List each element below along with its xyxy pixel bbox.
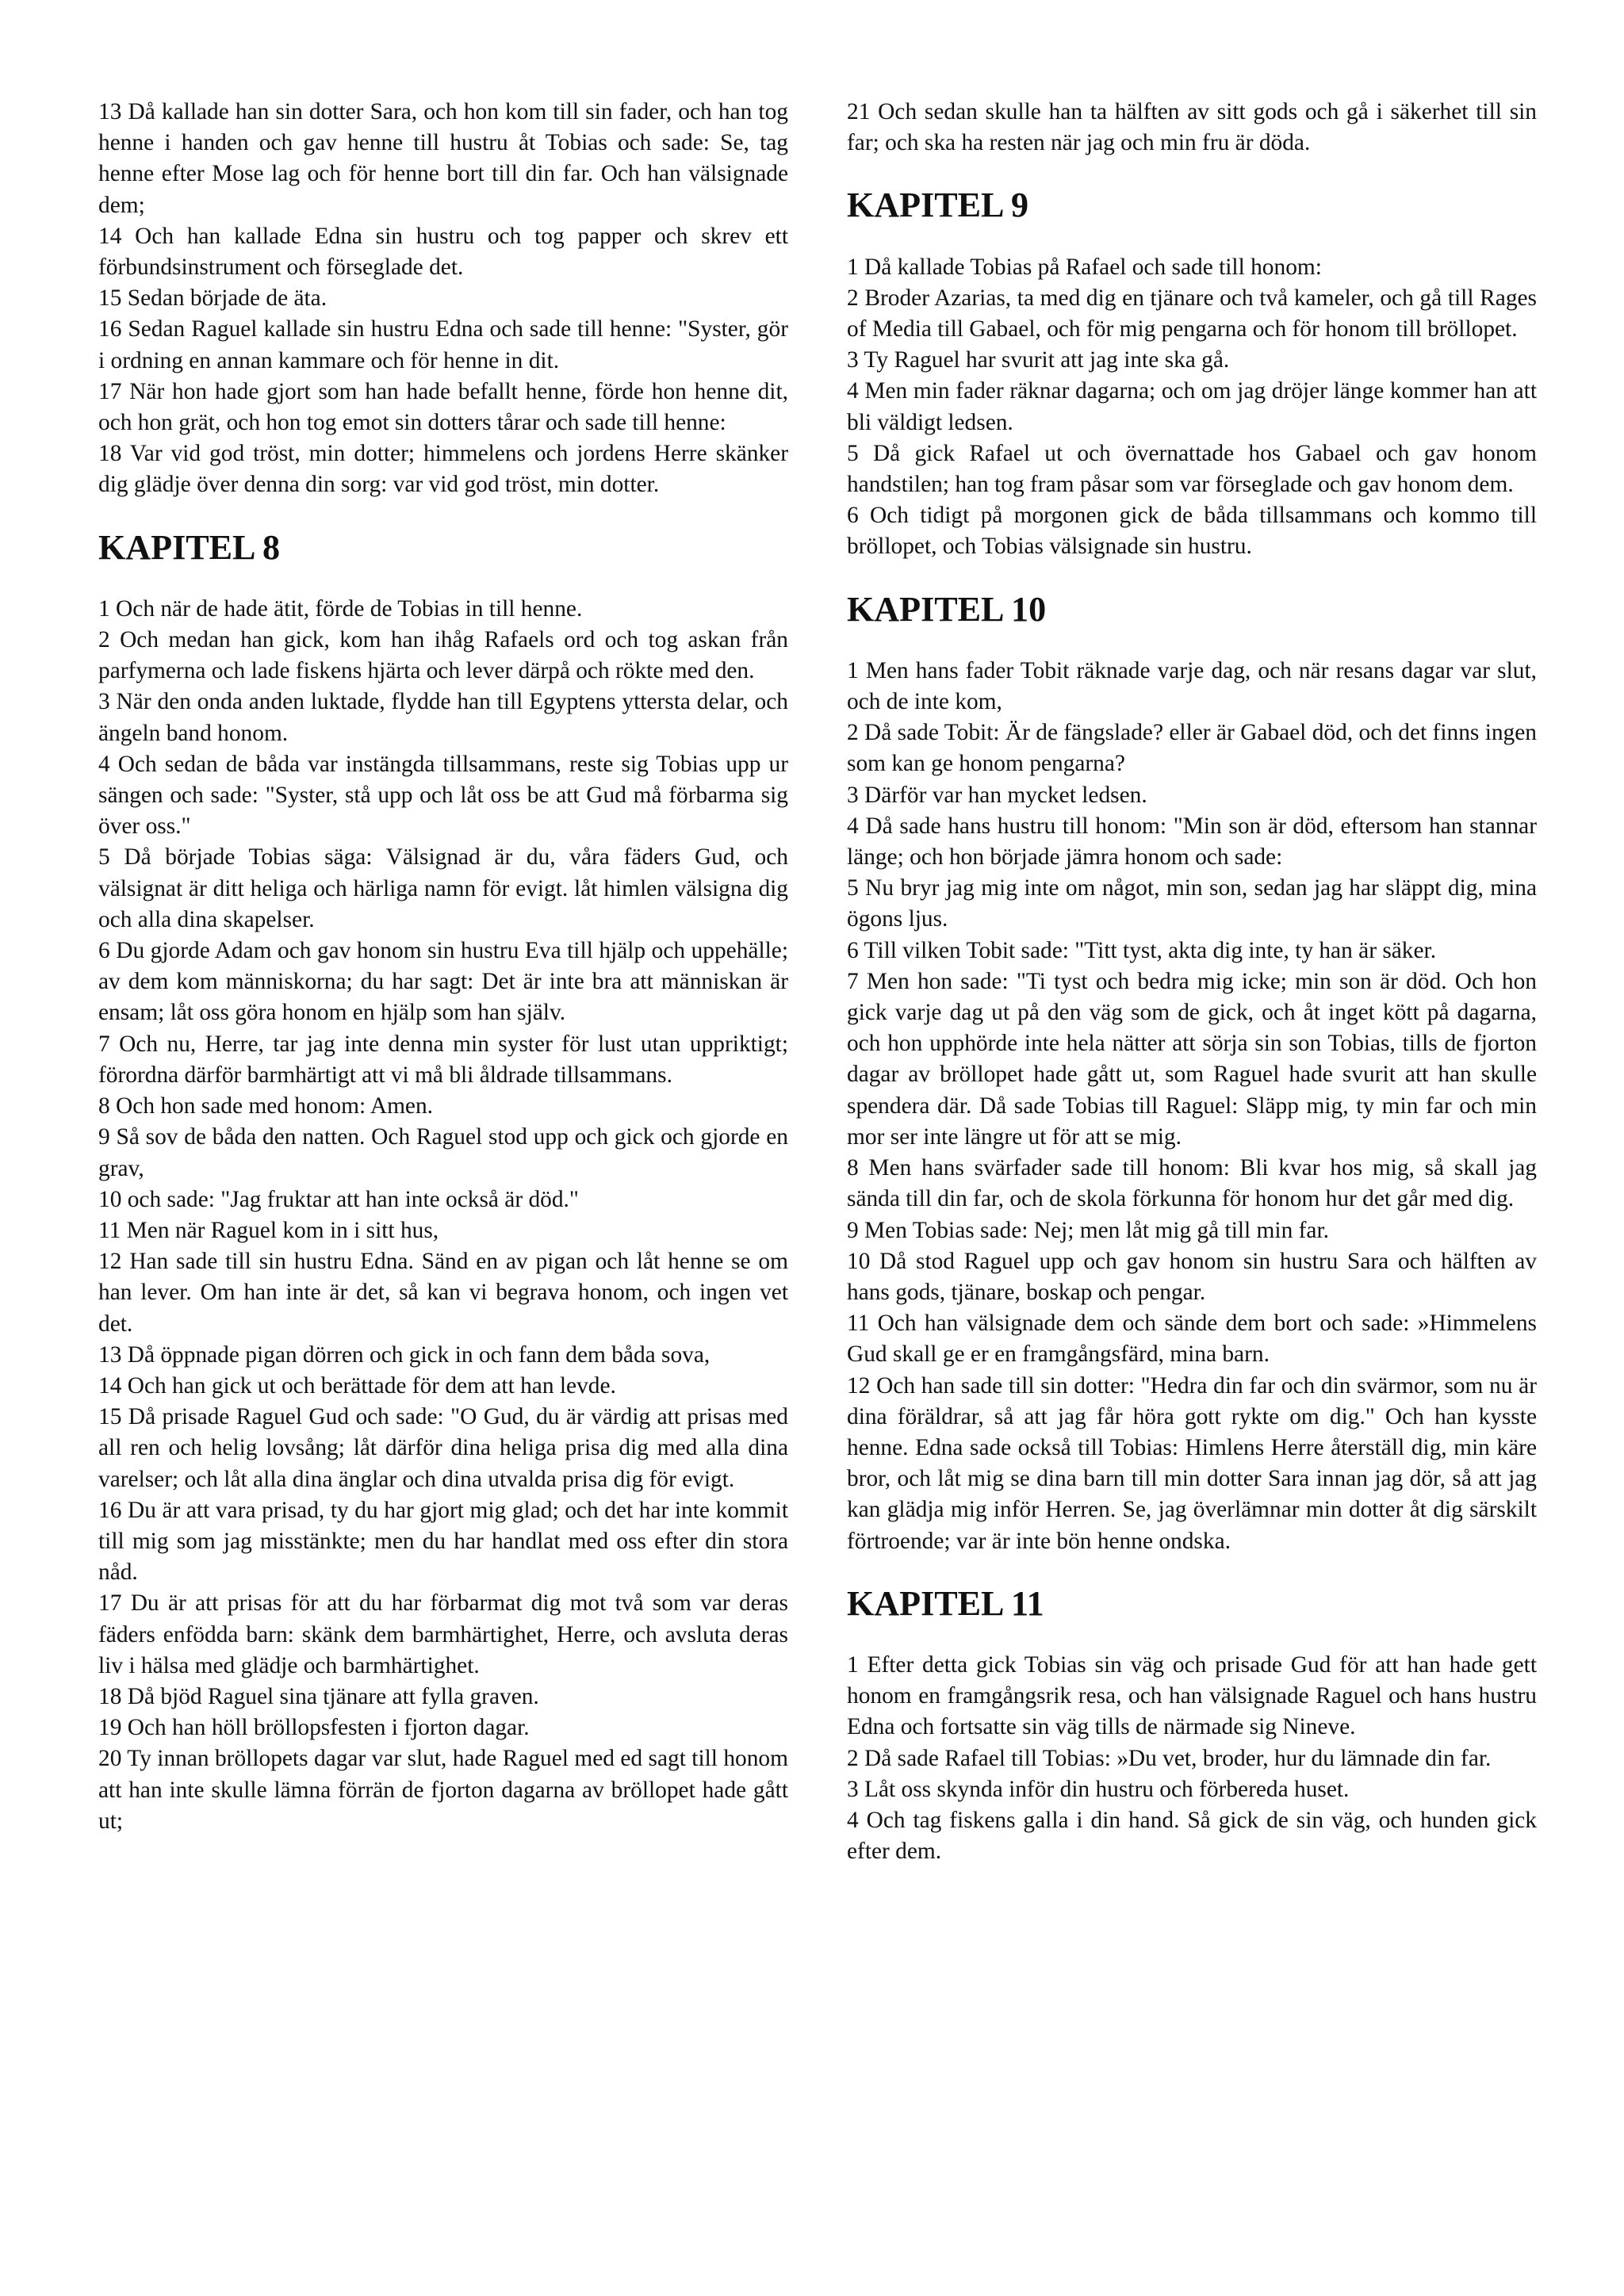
verse-paragraph: 16 Sedan Raguel kallade sin hustru Edna och sade till henne: "Syster, gör i ordning en annan kammare och för henne in dit.: [98, 316, 788, 373]
chapter-heading: KAPITEL 11: [847, 1583, 1044, 1623]
verse-paragraph: 18 Då bjöd Raguel sina tjänare att fylla graven.: [98, 1683, 539, 1709]
verse-paragraph: 11 Men när Raguel kom in i sitt hus,: [98, 1217, 439, 1243]
verse-paragraph: 9 Så sov de båda den natten. Och Raguel stod upp och gick och gjorde en grav,: [98, 1124, 788, 1181]
verse-paragraph: 21 Och sedan skulle han ta hälften av sitt gods och gå i säkerhet till sin far; och ska ha resten när jag och min fru är döda.: [847, 99, 1537, 156]
verse-paragraph: 11 Och han välsignade dem och sände dem bort och sade: »Himmelens Gud skall ge er en framgångsfärd, mina barn.: [847, 1311, 1537, 1368]
verse-paragraph: 6 Till vilken Tobit sade: "Titt tyst, akta dig inte, ty han är säker.: [847, 937, 1437, 963]
verse-paragraph: 3 Ty Raguel har svurit att jag inte ska gå.: [847, 347, 1230, 373]
chapter-heading: KAPITEL 10: [847, 589, 1047, 629]
verse-paragraph: 14 Och han kallade Edna sin hustru och tog papper och skrev ett förbundsinstrument och förseglade det.: [98, 223, 788, 281]
verse-paragraph: 5 Då gick Rafael ut och övernattade hos Gabael och gav honom handstilen; han tog fram påsar som var förseglade och gav honom dem.: [847, 440, 1537, 498]
verse-paragraph: 2 Då sade Rafael till Tobias: »Du vet, broder, hur du lämnade din far.: [847, 1745, 1492, 1771]
verse-paragraph: 4 Och tag fiskens galla i din hand. Så gick de sin väg, och hunden gick efter dem.: [847, 1807, 1537, 1865]
verse-paragraph: 2 Broder Azarias, ta med dig en tjänare och två kameler, och gå till Rages of Media till Gabael, och för mig pengarna och för honom till bröllopet.: [847, 285, 1537, 342]
verse-paragraph: 6 Och tidigt på morgonen gick de båda tillsammans och kommo till bröllopet, och Tobias välsignade sin hustru.: [847, 503, 1537, 560]
chapter-heading: KAPITEL 8: [98, 527, 281, 567]
verse-paragraph: 1 Och när de hade ätit, förde de Tobias in till henne.: [98, 595, 583, 622]
verse-paragraph: 6 Du gjorde Adam och gav honom sin hustru Eva till hjälp och uppehälle; av dem kom människorna; du har sagt: Det är inte bra att människan är ensam; låt oss göra honom en hjälp som han själv.: [98, 938, 788, 1026]
verse-paragraph: 12 Och han sade till sin dotter: "Hedra din far och din svärmor, som nu är dina föräldrar, så att jag får höra gott rykte om dig." Och han kysste henne. Edna sade också till Tobias: Himlens Herre återställ dig, min käre bror, och låt mig se dina barn till min dotter Sara innan jag dör, så att jag kan glädja mig inför Herren. Se, jag överlämnar min dotter åt dig särskilt förtroende; var är inte bön henne ondska.: [847, 1372, 1537, 1554]
verse-paragraph: 9 Men Tobias sade: Nej; men låt mig gå till min far.: [847, 1217, 1329, 1243]
verse-paragraph: 10 och sade: "Jag fruktar att han inte också är död.": [98, 1186, 579, 1212]
verse-paragraph: 3 Därför var han mycket ledsen.: [847, 782, 1147, 808]
verse-paragraph: 10 Då stod Raguel upp och gav honom sin hustru Sara och hälften av hans gods, tjänare, boskap och pengar.: [847, 1248, 1537, 1305]
verse-paragraph: 8 Och hon sade med honom: Amen.: [98, 1093, 434, 1119]
verse-paragraph: 17 Du är att prisas för att du har förbarmat dig mot två som var deras fäders enfödda barn: skänk dem barmhärtighet, Herre, och avsluta deras liv i hälsa med glädje och barmhärtighet.: [98, 1590, 788, 1678]
verse-paragraph: 1 Efter detta gick Tobias sin väg och prisade Gud för att han hade gett honom en framgångsrik resa, och han välsignade Raguel och hans hustru Edna och fortsatte sin väg tills de närmade sig Nineve.: [847, 1651, 1537, 1740]
verse-paragraph: 15 Sedan började de äta.: [98, 285, 327, 312]
verse-paragraph: 2 Och medan han gick, kom han ihåg Rafaels ord och tog askan från parfymerna och lade fiskens hjärta och lever därpå och rökte med den.: [98, 627, 788, 684]
verse-paragraph: 7 Och nu, Herre, tar jag inte denna min syster för lust utan uppriktigt; förordna därför barmhärtigt att vi må bli åldrade tillsammans.: [98, 1031, 788, 1088]
verse-paragraph: 5 Då började Tobias säga: Välsignad är du, våra fäders Gud, och välsignat är ditt heliga och härliga namn för evigt. låt himlen välsigna dig och alla dina skapelser.: [98, 844, 788, 932]
verse-paragraph: 18 Var vid god tröst, min dotter; himmelens och jordens Herre skänker dig glädje över denna din sorg: var vid god tröst, min dotter.: [98, 441, 788, 498]
verse-paragraph: 19 Och han höll bröllopsfesten i fjorton dagar.: [98, 1715, 530, 1741]
verse-paragraph: 1 Då kallade Tobias på Rafael och sade till honom:: [847, 254, 1322, 280]
verse-paragraph: 8 Men hans svärfader sade till honom: Bli kvar hos mig, så skall jag sända till din far, och de skola förkunna för honom hur det går med dig.: [847, 1155, 1537, 1212]
verse-paragraph: 16 Du är att vara prisad, ty du har gjort mig glad; och det har inte kommit till mig som jag misstänkte; men du har handlat med oss efter din stora nåd.: [98, 1497, 788, 1586]
verse-paragraph: 12 Han sade till sin hustru Edna. Sänd en av pigan och låt henne se om han lever. Om han inte är det, så kan vi begrava honom, och ingen vet det.: [98, 1249, 788, 1337]
verse-paragraph: 4 Men min fader räknar dagarna; och om jag dröjer länge kommer han att bli väldigt ledsen.: [847, 378, 1537, 435]
verse-paragraph: 13 Då öppnade pigan dörren och gick in och fann dem båda sova,: [98, 1341, 710, 1368]
verse-paragraph: 4 Då sade hans hustru till honom: "Min son är död, eftersom han stannar länge; och hon började jämra honom och sade:: [847, 813, 1537, 871]
verse-paragraph: 4 Och sedan de båda var instängda tillsammans, reste sig Tobias upp ur sängen och sade: "Syster, stå upp och låt oss be att Gud må förbarma sig över oss.": [98, 751, 788, 840]
verse-paragraph: 15 Då prisade Raguel Gud och sade: "O Gud, du är värdig att prisas med all ren och helig lovsång; låt därför dina heliga prisa dig med alla dina varelser; och låt alla dina änglar och dina utvalda prisa dig för evigt.: [98, 1404, 788, 1492]
verse-paragraph: 7 Men hon sade: "Ti tyst och bedra mig icke; min son är död. Och hon gick varje dag ut på den väg som de gick, och åt inget kött på dagarna, och hon upphörde inte hela nätter att sörja sin son Tobias, tills de fjorton dagar av bröllopet hade gått ut, som Raguel hade svurit att han skulle spendera där. Då sade Tobias till Raguel: Släpp mig, ty min far och min mor ser inte längre ut för att se mig.: [847, 968, 1537, 1150]
verse-paragraph: 2 Då sade Tobit: Är de fängslade? eller är Gabael död, och det finns ingen som kan ge honom pengarna?: [847, 720, 1537, 777]
verse-paragraph: 20 Ty innan bröllopets dagar var slut, hade Raguel med ed sagt till honom att han inte skulle lämna förrän de fjorton dagarna av bröllopet hade gått ut;: [98, 1746, 788, 1834]
verse-paragraph: 13 Då kallade han sin dotter Sara, och hon kom till sin fader, och han tog henne i handen och gav henne till hustru åt Tobias och sade: Se, tag henne efter Mose lag och för henne bort till din far. Och han välsignade dem;: [98, 99, 788, 218]
verse-paragraph: 3 Låt oss skynda inför din hustru och förbereda huset.: [847, 1776, 1350, 1802]
verse-paragraph: 1 Men hans fader Tobit räknade varje dag, och när resans dagar var slut, och de inte kom,: [847, 657, 1537, 715]
verse-paragraph: 3 När den onda anden luktade, flydde han till Egyptens yttersta delar, och ängeln band honom.: [98, 689, 788, 746]
verse-paragraph: 14 Och han gick ut och berättade för dem att han levde.: [98, 1372, 616, 1399]
verse-paragraph: 17 När hon hade gjort som han hade befallt henne, förde hon henne dit, och hon grät, och hon tog emot sin dotters tårar och sade till henne:: [98, 378, 788, 436]
right-text-column: [847, 97, 1537, 1867]
chapter-heading: KAPITEL 9: [847, 186, 1029, 225]
left-text-column: [98, 97, 788, 1837]
verse-paragraph: 5 Nu bryr jag mig inte om något, min son, sedan jag har släppt dig, mina ögons ljus.: [847, 875, 1537, 932]
